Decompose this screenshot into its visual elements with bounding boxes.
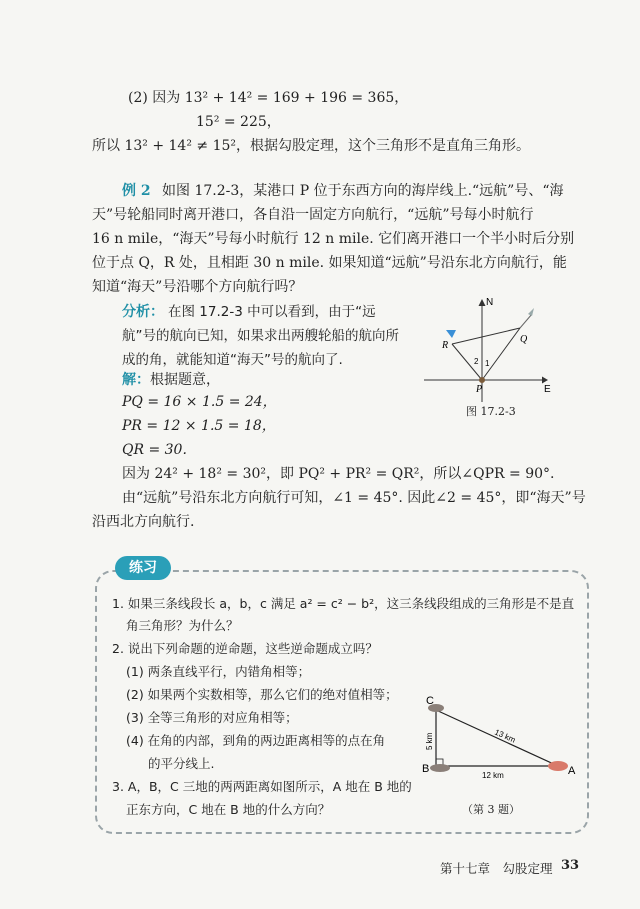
part2-line3: 所以 13² + 14² ≠ 15²，根据勾股定理，这个三角形不是直角三角形。 (92, 138, 530, 154)
city-b-marker (430, 764, 450, 772)
practice-q2-1: (1) 两条直线平行，内错角相等； (126, 664, 311, 679)
analysis-label: 分析： (122, 304, 164, 320)
example-label: 例 2 (122, 183, 151, 199)
solution-eq1: PQ = 16 × 1.5 = 24， (122, 394, 277, 410)
practice-q2-4a: (4) 在角的内部，到角的两边距离相等的点在角 (126, 733, 386, 748)
practice-q1a: 1. 如果三条线段长 a，b，c 满足 a² = c² − b²，这三条线段组成的三角形是不是直 (112, 596, 575, 611)
solution-eq2: PR = 12 × 1.5 = 18， (122, 418, 276, 434)
figure-question-3-caption: （第 3 题） (462, 803, 520, 816)
solution-line6: 沿西北方向航行. (92, 514, 195, 530)
fig2-side-ca: 13 km (493, 727, 517, 745)
fig1-Q: Q (520, 334, 528, 345)
fig2-side-ba: 12 km (482, 771, 504, 780)
practice-q1b: 角三角形？为什么？ (126, 618, 239, 633)
solution-intro: 根据题意， (150, 372, 220, 388)
fig1-angle1: 1 (485, 359, 490, 368)
analysis-line1: 在图 17.2-3 中可以看到，由于“远 (168, 304, 376, 320)
figure-17-2-3-caption: 图 17.2-3 (466, 405, 516, 418)
fig2-B: B (422, 763, 430, 775)
page-number: 33 (561, 858, 580, 873)
analysis-line2: 航”号的航向已知，如果求出两艘轮船的航向所 (122, 328, 399, 344)
solution-line5: 由“远航”号沿东北方向航行可知，∠1 = 45°. 因此∠2 = 45°，即“海天”号 (122, 490, 586, 506)
practice-q2-3: (3) 全等三角形的对应角相等； (126, 710, 298, 725)
fig1-N: N (486, 297, 494, 308)
practice-q2-2: (2) 如果两个实数相等，那么它们的绝对值相等； (126, 687, 398, 702)
fig1-P: P (476, 384, 483, 395)
part2-line2: 15² = 225， (196, 114, 281, 130)
analysis-line3: 成的角，就能知道“海天”号的航向了. (122, 352, 343, 368)
solution-eq3: QR = 30. (122, 442, 187, 458)
solution-label: 解： (122, 372, 150, 388)
fig2-side-cb: 5 km (425, 732, 434, 750)
practice-tab: 练习 (115, 556, 171, 580)
practice-q3a: 3. A，B，C 三地的两两距离如图所示，A 地在 B 地的 (112, 779, 412, 794)
fig1-R: R (442, 340, 449, 351)
practice-q2: 2. 说出下列命题的逆命题，这些逆命题成立吗？ (112, 641, 378, 656)
part2-line1: (2) 因为 13² + 14² = 169 + 196 = 365， (128, 90, 409, 106)
solution-line4: 因为 24² + 18² = 30²，即 PQ² + PR² = QR²，所以∠QPR = 90°. (122, 466, 555, 482)
practice-q3b: 正东方向，C 地在 B 地的什么方向？ (126, 802, 331, 817)
fig2-C: C (426, 695, 434, 707)
fig1-E: E (544, 384, 551, 395)
example-line2: 天”号轮船同时离开港口，各自沿一固定方向航行，“远航”号每小时航行 (92, 207, 534, 223)
example-line5: 知道“海天”号沿哪个方向航行吗？ (92, 279, 303, 295)
fig1-angle2: 2 (474, 357, 479, 366)
example-line1: 如图 17.2-3，某港口 P 位于东西方向的海岸线上.“远航”号、“海 (162, 183, 564, 199)
practice-q2-4b: 的平分线上. (148, 756, 215, 771)
footer-chapter: 第十七章 勾股定理 (440, 861, 553, 876)
city-a-marker (548, 761, 568, 771)
example-line3: 16 n mile，“海天”号每小时航行 12 n mile. 它们离开港口一个半小时后分别 (92, 231, 575, 247)
figure-question-3 (418, 694, 584, 804)
fig2-A: A (568, 765, 576, 777)
example-line4: 位于点 Q，R 处，且相距 30 n mile. 如果知道“远航”号沿东北方向航行，能 (92, 255, 567, 271)
